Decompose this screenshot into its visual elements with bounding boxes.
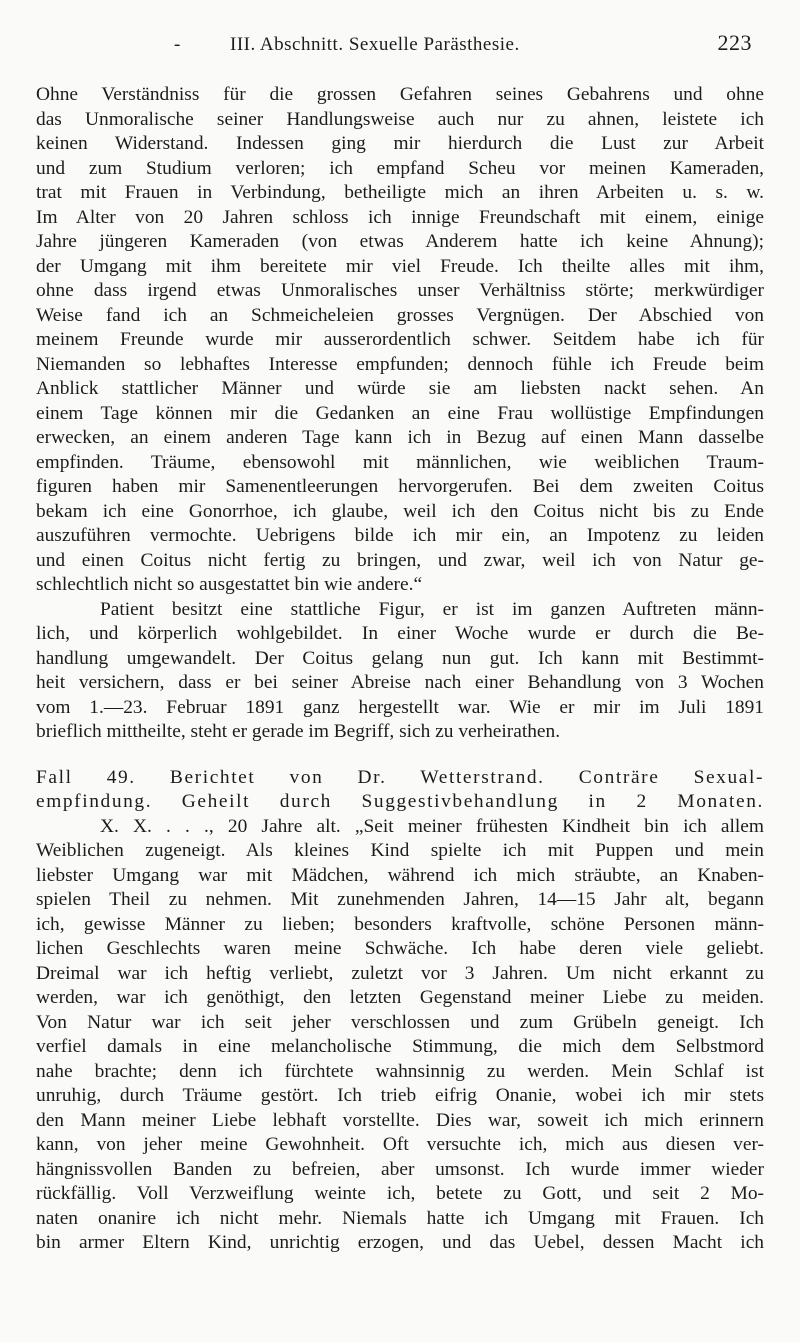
text-line: der Umgang mit ihm bereitete mir viel Freude. Ich theilte alles mit ihm,: [36, 255, 764, 277]
text-line: rückfällig. Voll Verzweiflung weinte ich, betete zu Gott, und seit 2 Mo-: [36, 1183, 764, 1204]
text-line: Von Natur war ich seit jeher verschlossen und zum Grübeln geneigt. Ich: [36, 1011, 764, 1033]
text-line: figuren haben mir Samenentleerungen hervorgerufen. Bei dem zweiten Coitus: [36, 476, 764, 497]
text-line: bin armer Eltern Kind, unrichtig erzogen, und das Uebel, dessen Macht ich: [36, 1232, 764, 1253]
text-line: naten onanire ich nicht mehr. Niemals hatte ich Umgang mit Frauen. Ich: [36, 1207, 764, 1229]
section-spacer: [36, 745, 764, 766]
text-line: liebster Umgang war mit Mädchen, während ich mich sträubte, an Knaben-: [36, 864, 764, 886]
text-line: heit versichern, dass er bei seiner Abreise nach einer Behandlung von 3 Wochen: [36, 672, 764, 693]
paragraph-1: [36, 83, 764, 598]
case-heading: [36, 766, 764, 815]
text-line: Anblick stattlicher Männer und würde sie am liebsten nackt sehen. An: [36, 378, 764, 399]
text-line: nahe brachte; denn ich fürchtete wahnsinnig zu werden. Mein Schlaf ist: [36, 1060, 764, 1082]
text-line: verfiel damals in eine melancholische Stimmung, die mich dem Selbstmord: [36, 1036, 764, 1057]
text-line: X. X. . . ., 20 Jahre alt. „Seit meiner frühesten Kindheit bin ich allem: [100, 815, 764, 837]
text-line: bekam ich eine Gonorrhoe, ich glaube, weil ich den Coitus nicht bis zu Ende: [36, 500, 764, 522]
text-line: empfinden. Träume, ebensowohl mit männlichen, wie weiblichen Traum-: [36, 451, 764, 473]
text-line: handlung umgewandelt. Der Coitus gelang nun gut. Ich kann mit Bestimmt-: [36, 647, 764, 669]
text-line: erwecken, an einem anderen Tage kann ich in Bezug auf einen Mann dasselbe: [36, 427, 764, 448]
text-line: Patient besitzt eine stattliche Figur, er ist im ganzen Auftreten männ-: [100, 598, 764, 620]
text-line: kann, von jeher meine Gewohnheit. Oft versuchte ich, mich aus diesen ver-: [36, 1134, 764, 1155]
running-header: [0, 30, 800, 60]
text-line: Im Alter von 20 Jahren schloss ich innige Freundschaft mit einem, einige: [36, 206, 764, 228]
text-line: das Unmoralische seiner Handlungsweise auch nur zu ahnen, leistete ich: [36, 108, 764, 130]
text-line: brieflich mittheilte, steht er gerade im Begriff, sich zu verheirathen.: [36, 721, 561, 742]
text-line: lichen Geschlechts waren meine Schwäche. Ich habe deren viele geliebt.: [36, 938, 764, 959]
text-line: schlechtlich nicht so ausgestattet bin wie andere.“: [36, 574, 423, 595]
text-line: Ohne Verständniss für die grossen Gefahren seines Gebahrens und ohne: [36, 84, 764, 105]
text-line: Weiblichen zugeneigt. Als kleines Kind spielte ich mit Puppen und mein: [36, 840, 764, 861]
header-dash: -: [174, 34, 181, 55]
text-line: Jahre jüngeren Kameraden (von etwas Anderem hatte ich keine Ahnung);: [36, 231, 764, 252]
text-line: den Mann meiner Liebe lebhaft vorstellte. Dies war, soweit ich mich erinnern: [36, 1109, 764, 1131]
body-text: [36, 83, 764, 1256]
paragraph-3: [36, 815, 764, 1256]
text-line: Weise fand ich an Schmeicheleien grosses Vergnügen. Der Abschied von: [36, 304, 764, 326]
text-line: und zum Studium verloren; ich empfand Scheu vor meinen Kameraden,: [36, 157, 764, 179]
text-line: und einen Coitus nicht fertig zu bringen, und zwar, weil ich von Natur ge-: [36, 549, 764, 571]
text-line: Niemanden so lebhaftes Interesse empfunden; dennoch fühle ich Freude beim: [36, 353, 764, 375]
text-line: ich, gewisse Männer zu lieben; besonders kraftvolle, schöne Personen männ-: [36, 913, 764, 935]
text-line: spielen Theil zu nehmen. Mit zunehmenden Jahren, 14—15 Jahr alt, begann: [36, 889, 764, 910]
case-heading-line: empfindung. Geheilt durch Suggestivbehandlung in 2 Monaten.: [36, 791, 764, 812]
text-line: Dreimal war ich heftig verliebt, zuletzt vor 3 Jahren. Um nicht erkannt zu: [36, 962, 764, 984]
page-number: 223: [717, 30, 752, 55]
text-line: hängnissvollen Banden zu befreien, aber umsonst. Ich wurde immer wieder: [36, 1158, 764, 1180]
text-line: einem Tage können mir die Gedanken an eine Frau wollüstige Empfindungen: [36, 402, 764, 424]
text-line: vom 1.—23. Februar 1891 ganz hergestellt war. Wie er mir im Juli 1891: [36, 696, 764, 718]
text-line: unruhig, durch Träume gestört. Ich trieb eifrig Onanie, wobei ich mir stets: [36, 1085, 764, 1106]
text-line: werden, war ich genöthigt, den letzten Gegenstand meiner Liebe zu meiden.: [36, 987, 764, 1008]
text-line: auszuführen vermochte. Uebrigens bilde ich mir ein, an Impotenz zu leiden: [36, 525, 764, 546]
text-line: trat mit Frauen in Verbindung, betheiligte mich an ihren Arbeiten u. s. w.: [36, 182, 764, 203]
text-line: lich, und körperlich wohlgebildet. In einer Woche wurde er durch die Be-: [36, 623, 764, 644]
running-title: III. Abschnitt. Sexuelle Parästhesie.: [230, 34, 520, 55]
case-heading-line: Fall 49. Berichtet von Dr. Wetterstrand. Conträre Sexual-: [36, 766, 764, 788]
paragraph-2: [36, 598, 764, 745]
text-line: meinem Freunde wurde mir ausserordentlich schwer. Seitdem habe ich für: [36, 329, 764, 350]
text-line: ohne dass irgend etwas Unmoralisches unser Verhältniss störte; merkwürdiger: [36, 280, 764, 301]
text-line: keinen Widerstand. Indessen ging mir hierdurch die Lust zur Arbeit: [36, 133, 764, 154]
